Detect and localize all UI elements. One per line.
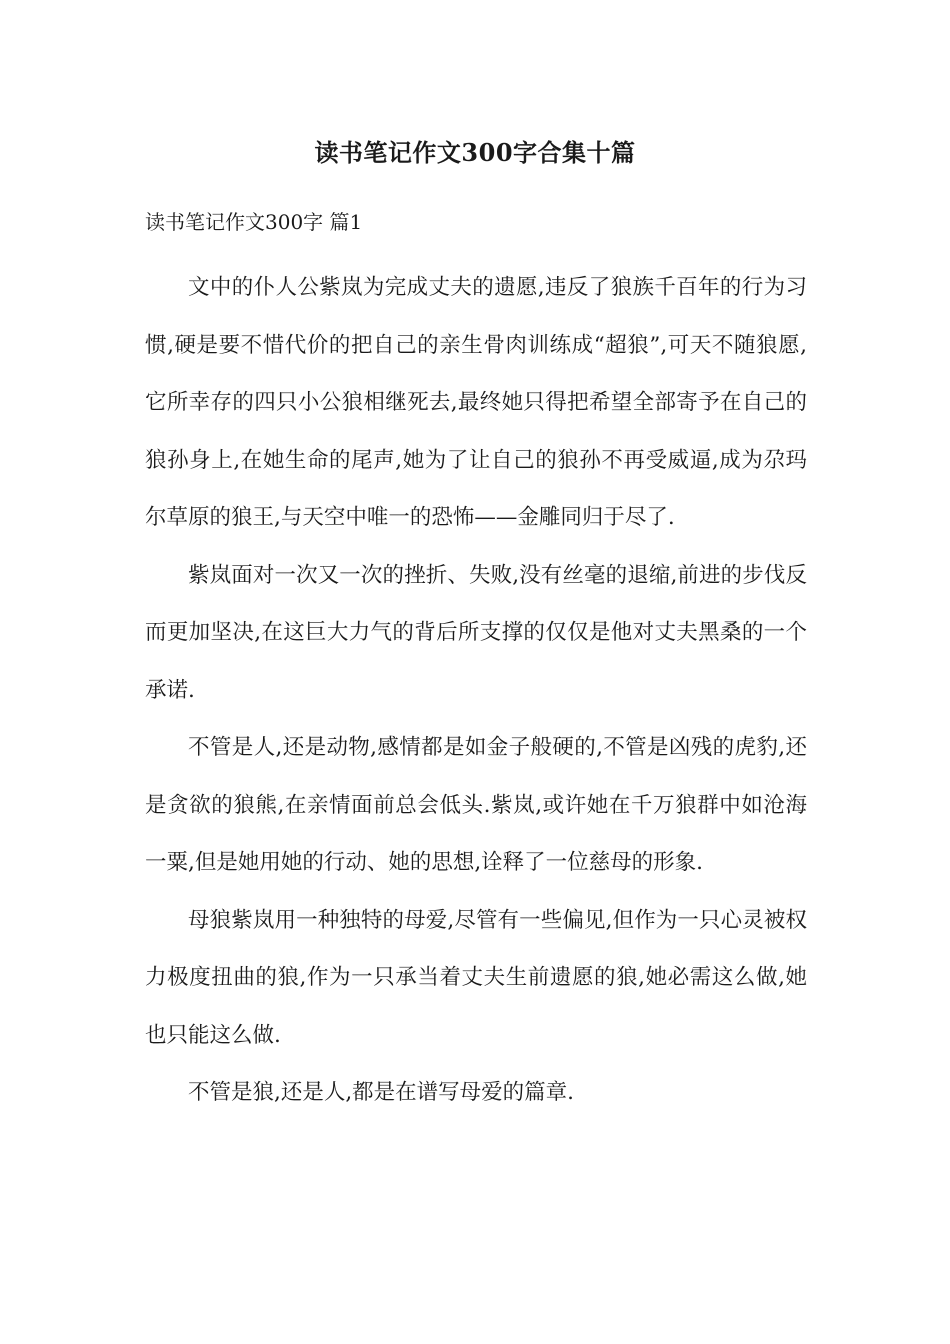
section-heading: 读书笔记作文300字 篇1 <box>145 210 363 234</box>
paragraph: 文中的仆人公紫岚为完成丈夫的遗愿,违反了狼族千百年的行为习惯,硬是要不惜代价的把自己的亲生骨肉训练成“超狼”,可天不随狼愿,它所幸存的四只小公狼相继死去,最终她只得把希望全部寄予在自己的狼孙身上,在她生命的尾声,她为了让自己的狼孙不再受威逼,成为尕玛尔草原的狼王,与天空中唯一的恐怖——金雕同归于尽了. <box>145 275 807 530</box>
paragraph: 不管是狼,还是人,都是在谱写母爱的篇章. <box>188 1080 575 1105</box>
paragraph: 紫岚面对一次又一次的挫折、失败,没有丝毫的退缩,前进的步伐反而更加坚决,在这巨大力气的背后所支撑的仅仅是他对丈夫黑桑的一个承诺. <box>145 562 807 703</box>
paragraph: 母狼紫岚用一种独特的母爱,尽管有一些偏见,但作为一只心灵被权力极度扭曲的狼,作为一只承当着丈夫生前遗愿的狼,她必需这么做,她也只能这么做. <box>145 907 807 1048</box>
paragraph: 不管是人,还是动物,感情都是如金子般硬的,不管是凶残的虎豹,还是贪欲的狼熊,在亲情面前总会低头.紫岚,或许她在千万狼群中如沧海一粟,但是她用她的行动、她的思想,诠释了一位慈母的形象. <box>145 735 807 875</box>
document-title: 读书笔记作文300字合集十篇 <box>314 138 636 167</box>
document-body <box>145 259 807 1122</box>
